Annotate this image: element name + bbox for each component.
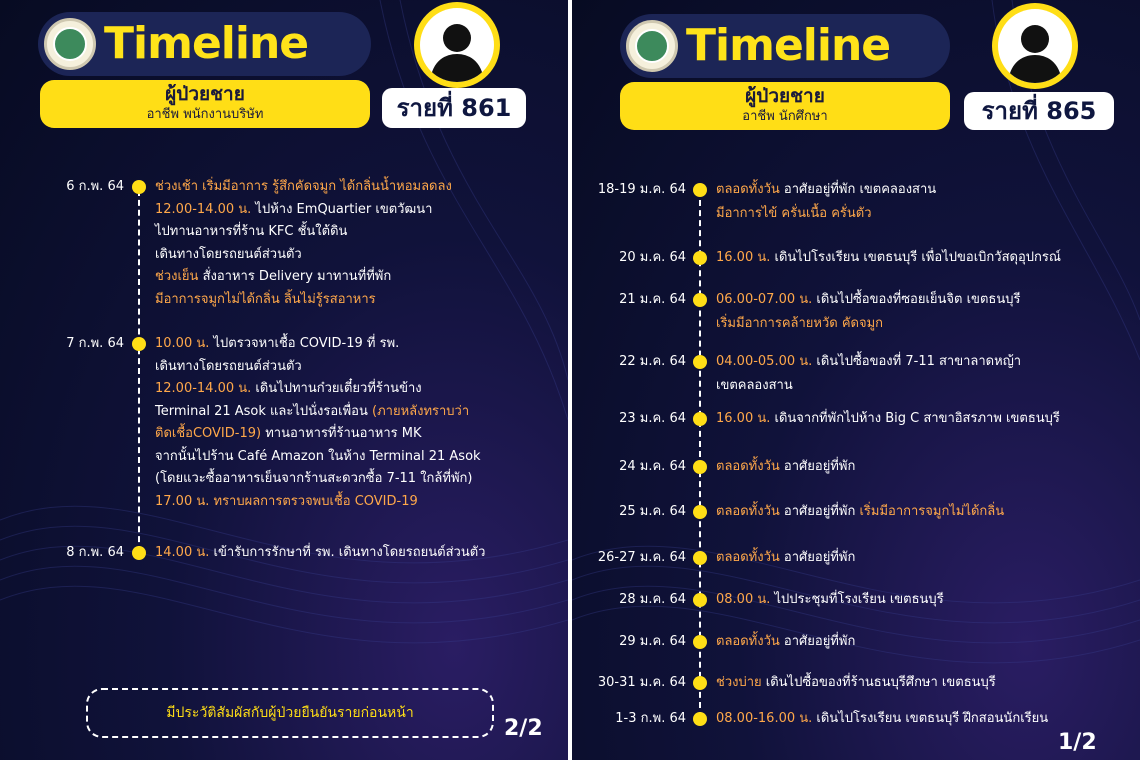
timeline-event-line — [155, 266, 391, 288]
event-highlight-text: ตลอดทั้งวัน — [716, 550, 784, 565]
event-text: อาศัยอยู่ที่พัก — [783, 459, 856, 474]
timeline-event-line — [155, 221, 347, 243]
event-highlight-text: ตลอดทั้งวัน — [716, 504, 784, 519]
timeline-event-line — [716, 589, 944, 611]
timeline-date: 7 ก.พ. 64 — [66, 336, 124, 351]
event-text: Terminal 21 Asok และไปนั่งรอเพื่อน — [155, 403, 373, 419]
avatar — [414, 2, 500, 88]
person-silhouette-icon — [998, 9, 1072, 83]
timeline-date: 28 ม.ค. 64 — [619, 592, 686, 607]
case-number: รายที่ 861 — [382, 88, 526, 128]
page-title: Timeline — [686, 20, 891, 71]
timeline-dot — [132, 337, 146, 351]
timeline-date: 26-27 ม.ค. 64 — [597, 550, 686, 565]
event-text: ไปตรวจหาเชื้อ COVID-19 ที่ รพ. — [213, 336, 400, 351]
event-highlight-text: 14.00 น. — [155, 545, 214, 560]
page-title: Timeline — [104, 18, 309, 69]
event-highlight-text: ช่วงบ่าย — [716, 675, 766, 690]
timeline-event-line — [716, 456, 855, 478]
timeline-event-line — [155, 491, 418, 513]
bma-logo — [44, 18, 96, 70]
timeline-date: 29 ม.ค. 64 — [619, 634, 686, 649]
timeline-dot — [693, 183, 707, 197]
timeline-dot — [693, 551, 707, 565]
timeline-dot — [693, 293, 707, 307]
event-text: จากนั้นไปร้าน Café Amazon ในห้าง Terminal 21 Asok — [155, 448, 481, 464]
timeline-event-line — [716, 247, 1061, 269]
timeline-date: 22 ม.ค. 64 — [619, 354, 686, 369]
timeline-event-line — [716, 501, 1004, 523]
event-text: (โดยแวะซื้ออาหารเย็นจากร้านสะดวกซื้อ 7-11 ใกล้ที่พัก) — [155, 471, 473, 486]
timeline-dot — [693, 251, 707, 265]
timeline-event-line — [716, 708, 1048, 730]
event-highlight-text: 06.00-07.00 น. — [716, 292, 817, 307]
timeline-dot — [693, 712, 707, 726]
event-text: เดินทางโดยรถยนต์ส่วนตัว — [155, 246, 302, 262]
event-text: อาศัยอยู่ที่พัก — [783, 504, 860, 519]
event-text: เดินไปซื้อของที่ซอยเย็นจิต เขตธนบุรี — [816, 292, 1021, 307]
timeline-event-line — [155, 446, 481, 468]
event-text: ไปห้าง EmQuartier เขตวัฒนา — [255, 201, 433, 217]
timeline-event-line — [716, 631, 855, 653]
event-text: เดินไปโรงเรียน เขตธนบุรี เพื่อไปขอเบิกวัสดุอุปกรณ์ — [774, 250, 1061, 265]
event-highlight-text: ช่วงเช้า เริ่มมีอาการ รู้สึกคัดจมูก ได้กลิ่นน้ำหอมลดลง — [155, 179, 452, 194]
event-text: ทานอาหารที่ร้านอาหาร MK — [265, 426, 422, 441]
event-highlight-text: 08.00 น. — [716, 592, 775, 607]
timeline-date: 23 ม.ค. 64 — [619, 411, 686, 426]
timeline-panel-861 — [0, 0, 568, 760]
event-highlight-text: 12.00-14.00 น. — [155, 381, 256, 396]
event-highlight-text: มีอาการจมูกไม่ได้กลิ่น ลิ้นไม่รู้รสอาหาร — [155, 291, 376, 307]
event-highlight-text: 16.00 น. — [716, 411, 775, 426]
timeline-dot — [693, 593, 707, 607]
timeline-date: 20 ม.ค. 64 — [619, 250, 686, 265]
timeline-date: 24 ม.ค. 64 — [619, 459, 686, 474]
event-highlight-text: ช่วงเย็น — [155, 269, 203, 284]
event-highlight-text: เริ่มมีอาการคล้ายหวัด คัดจมูก — [716, 316, 884, 331]
timeline-dot — [693, 635, 707, 649]
event-text: เดินไปซื้อของที่ร้านธนบุรีศึกษา เขตธนบุรี — [765, 675, 996, 690]
event-text: เดินจากที่พักไปห้าง Big C สาขาอิสรภาพ เขตธนบุรี — [774, 411, 1060, 426]
timeline-dot — [693, 460, 707, 474]
timeline-event-line — [716, 547, 855, 569]
event-text: เดินไปซื้อของที่ 7-11 สาขาลาดหญ้า — [816, 354, 1022, 369]
page-number: 2/2 — [504, 716, 543, 741]
event-text: อาศัยอยู่ที่พัก — [783, 550, 856, 565]
event-text: เดินทางโดยรถยนต์ส่วนตัว — [155, 358, 302, 374]
avatar — [992, 3, 1078, 89]
event-highlight-text: 10.00 น. — [155, 336, 214, 351]
timeline-event-line — [155, 378, 422, 400]
timeline-event-line — [155, 199, 432, 221]
event-highlight-text: 08.00-16.00 น. — [716, 711, 817, 726]
event-highlight-text: ติดเชื้อCOVID-19) — [155, 426, 266, 441]
timeline-event-line — [716, 672, 996, 694]
event-text: ไปประชุมที่โรงเรียน เขตธนบุรี — [774, 592, 944, 607]
timeline-dot — [132, 546, 146, 560]
event-text: เดินไปทานก๋วยเตี๋ยวที่ร้านข้าง — [255, 381, 422, 396]
event-highlight-text: 12.00-14.00 น. — [155, 201, 256, 217]
event-text: ไปทานอาหารที่ร้าน KFC ชั้นใต้ดิน — [155, 224, 348, 239]
page-number: 1/2 — [1058, 730, 1097, 755]
case-number: รายที่ 865 — [964, 92, 1114, 130]
patient-info — [40, 80, 370, 128]
timeline-panel-865 — [572, 0, 1140, 760]
timeline-date: 21 ม.ค. 64 — [619, 292, 686, 307]
bma-logo — [626, 20, 678, 72]
timeline-event-line — [716, 289, 1020, 311]
event-text: เข้ารับการรักษาที่ รพ. เดินทางโดยรถยนต์ส่วนตัว — [213, 545, 486, 560]
timeline-event-line — [155, 468, 472, 490]
timeline-date: 8 ก.พ. 64 — [66, 545, 124, 560]
event-highlight-text: มีอาการไข้ ครั่นเนื้อ ครั่นตัว — [716, 206, 872, 221]
event-highlight-text: 04.00-05.00 น. — [716, 354, 817, 369]
timeline-date: 18-19 ม.ค. 64 — [597, 182, 686, 197]
timeline-dot — [693, 355, 707, 369]
patient-gender: ผู้ป่วยชาย — [745, 85, 825, 107]
timeline-event-line — [716, 351, 1021, 373]
timeline-date: 6 ก.พ. 64 — [66, 179, 124, 194]
timeline-event-line — [155, 333, 399, 355]
event-highlight-text: ตลอดทั้งวัน — [716, 459, 784, 474]
event-highlight-text: ตลอดทั้งวัน — [716, 634, 784, 649]
title-bar — [38, 12, 371, 76]
timeline-event-line — [155, 356, 302, 378]
timeline-event-line — [155, 423, 422, 445]
event-highlight-text: (ภายหลังทราบว่า — [372, 403, 470, 419]
timeline-dot — [693, 505, 707, 519]
timeline-event-line — [716, 375, 793, 397]
timeline-dot — [693, 676, 707, 690]
event-text: สั่งอาหาร Delivery มาทานที่ที่พัก — [202, 269, 392, 284]
timeline-event-line — [155, 176, 452, 198]
timeline-event-line — [716, 203, 872, 225]
contact-note: มีประวัติสัมผัสกับผู้ป่วยยืนยันรายก่อนหน้า — [86, 688, 494, 738]
timeline-event-line — [155, 244, 302, 266]
timeline-event-line — [716, 408, 1060, 430]
event-text: อาศัยอยู่ที่พัก — [783, 634, 856, 649]
event-highlight-text: ตลอดทั้งวัน — [716, 182, 784, 197]
timeline-event-line — [716, 179, 936, 201]
patient-occupation: อาชีพ พนักงานบริษัท — [146, 107, 264, 122]
timeline-event-line — [155, 289, 376, 311]
patient-gender: ผู้ป่วยชาย — [165, 83, 245, 105]
title-bar — [620, 14, 950, 78]
event-text: เขตคลองสาน — [716, 378, 793, 393]
timeline-event-line — [716, 313, 883, 335]
timeline-line — [138, 190, 140, 552]
event-highlight-text: 16.00 น. — [716, 250, 775, 265]
event-text: อาศัยอยู่ที่พัก เขตคลองสาน — [783, 182, 937, 197]
event-highlight-text: เริ่มมีอาการจมูกไม่ได้กลิ่น — [859, 504, 1005, 519]
timeline-event-line — [155, 542, 485, 564]
patient-info — [620, 82, 950, 130]
event-text: เดินไปโรงเรียน เขตธนบุรี ฝึกสอนนักเรียน — [816, 711, 1049, 726]
timeline-event-line — [155, 401, 469, 423]
timeline-date: 25 ม.ค. 64 — [619, 504, 686, 519]
timeline-dot — [132, 180, 146, 194]
event-highlight-text: 17.00 น. ทราบผลการตรวจพบเชื้อ COVID-19 — [155, 493, 418, 509]
person-silhouette-icon — [420, 8, 494, 82]
patient-occupation: อาชีพ นักศึกษา — [742, 109, 828, 124]
timeline-dot — [693, 412, 707, 426]
timeline-date: 1-3 ก.พ. 64 — [615, 711, 686, 726]
timeline-date: 30-31 ม.ค. 64 — [597, 675, 686, 690]
